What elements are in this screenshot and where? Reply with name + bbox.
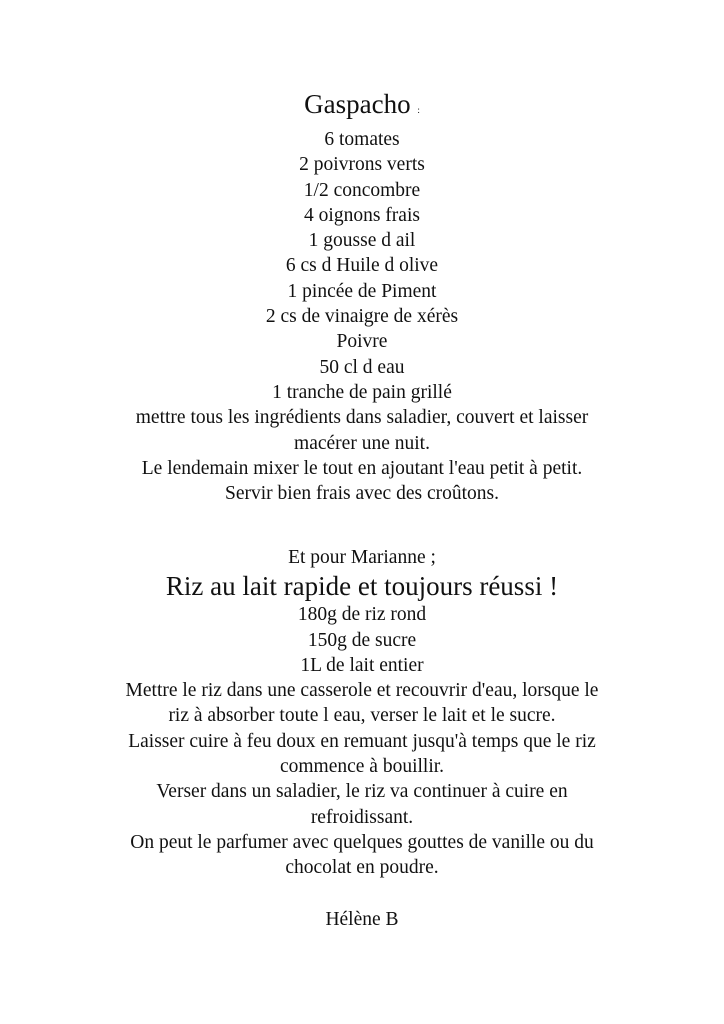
riz-instruction: On peut le parfumer avec quelques gouttes de vanille ou du xyxy=(130,831,594,853)
gaspacho-ingredient: 2 poivrons verts xyxy=(299,154,425,176)
gaspacho-title: Gaspacho xyxy=(304,89,411,119)
gaspacho-ingredient: 1/2 concombre xyxy=(303,179,421,201)
gaspacho-ingredient: 4 oignons frais xyxy=(304,204,420,226)
riz-ingredient: 180g de riz rond xyxy=(297,604,427,626)
gaspacho-instruction: Le lendemain mixer le tout en ajoutant l'eau petit à petit. xyxy=(141,457,583,479)
riz-instruction: Verser dans un saladier, le riz va continuer à cuire en xyxy=(156,781,568,803)
gaspacho-ingredient: 1 tranche de pain grillé xyxy=(272,381,452,403)
riz-instruction: refroidissant. xyxy=(310,806,414,828)
gaspacho-ingredient: 50 cl d eau xyxy=(319,356,405,378)
gaspacho-instruction: Servir bien frais avec des croûtons. xyxy=(225,483,499,505)
riz-ingredient: 1L de lait entier xyxy=(300,654,424,676)
riz-ingredient: 150g de sucre xyxy=(307,629,417,651)
gaspacho-ingredient: 2 cs de vinaigre de xérès xyxy=(265,306,459,328)
gaspacho-instruction: mettre tous les ingrédients dans saladier, couvert et laisser xyxy=(135,407,589,429)
signature-block xyxy=(62,907,662,932)
gaspacho-ingredient: 6 tomates xyxy=(324,129,400,150)
riz-instruction: chocolat en poudre. xyxy=(285,857,439,879)
riz-title: Riz au lait rapide et toujours réussi ! xyxy=(165,571,559,602)
riz-instruction: commence à bouillir. xyxy=(279,756,445,778)
gaspacho-title-colon: : xyxy=(417,105,420,115)
gaspacho-ingredient: 6 cs d Huile d olive xyxy=(285,255,439,277)
signature: Hélène B xyxy=(325,909,399,930)
gaspacho-recipe xyxy=(62,87,662,506)
riz-dedication: Et pour Marianne ; xyxy=(288,547,436,568)
gaspacho-ingredient: 1 gousse d ail xyxy=(308,230,416,252)
gaspacho-ingredient: Poivre xyxy=(336,331,388,353)
gaspacho-title-line xyxy=(62,87,662,127)
riz-au-lait-recipe xyxy=(62,545,662,881)
gaspacho-instruction: macérer une nuit. xyxy=(294,432,430,454)
riz-instruction: Mettre le riz dans une casserole et recouvrir d'eau, lorsque le xyxy=(125,680,599,702)
riz-instruction: Laisser cuire à feu doux en remuant jusqu'à temps que le riz xyxy=(128,730,596,752)
gaspacho-ingredient: 1 pincée de Piment xyxy=(287,280,437,302)
riz-instruction: riz à absorber toute l eau, verser le lait et le sucre. xyxy=(168,705,556,727)
